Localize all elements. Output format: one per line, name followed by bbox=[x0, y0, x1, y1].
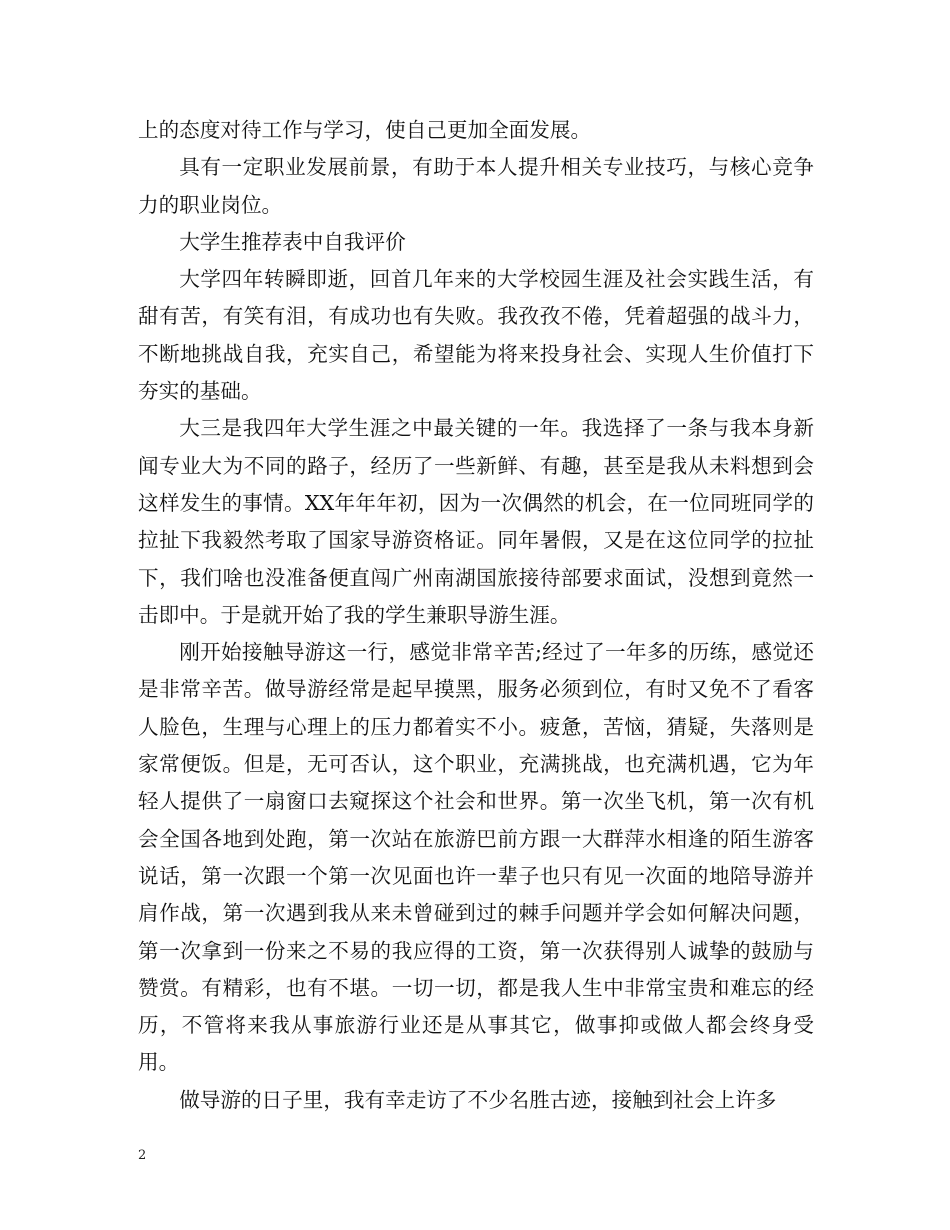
document-body bbox=[138, 112, 814, 1119]
page-number: 2 bbox=[138, 1148, 147, 1163]
section-heading: 大学生推荐表中自我评价 bbox=[179, 229, 406, 254]
paragraph-4: 大三是我四年大学生涯之中最关键的一年。我选择了一条与我本身新闻专业大为不同的路子，经历了一些新鲜、有趣，甚至是我从未料想到会这样发生的事情。XX年年年初，因为一次偶然的机会，在一位同班同学的拉扯下我毅然考取了国家导游资格证。同年暑假，又是在这位同学的拉扯下，我们啥也没准备便直闯广州南湖国旅接待部要求面试，没想到竟然一击即中。于是就开始了我的学生兼职导游生涯。 bbox=[138, 416, 814, 627]
paragraph-5: 刚开始接触导游这一行，感觉非常辛苦;经过了一年多的历练，感觉还是非常辛苦。做导游经常是起早摸黑，服务必须到位，有时又免不了看客人脸色，生理与心理上的压力都着实不小。疲惫，苦恼，猜疑，失落则是家常便饭。但是，无可否认，这个职业，充满挑战，也充满机遇，它为年轻人提供了一扇窗口去窥探这个社会和世界。第一次坐飞机，第一次有机会全国各地到处跑，第一次站在旅游巴前方跟一大群萍水相逢的陌生游客说话，第一次跟一个第一次见面也许一辈子也只有见一次面的地陪导游并肩作战，第一次遇到我从来未曾碰到过的棘手问题并学会如何解决问题，第一次拿到一份来之不易的我应得的工资，第一次获得别人诚挚的鼓励与赞赏。有精彩，也有不堪。一切一切，都是我人生中非常宝贵和难忘的经历，不管将来我从事旅游行业还是从事其它，做事抑或做人都会终身受用。 bbox=[138, 640, 814, 1075]
paragraph-3: 大学四年转瞬即逝，回首几年来的大学校园生涯及社会实践生活，有甜有苦，有笑有泪，有成功也有失败。我孜孜不倦，凭着超强的战斗力，不断地挑战自我，充实自己，希望能为将来投身社会、实现人生价值打下夯实的基础。 bbox=[138, 267, 814, 404]
paragraph-2: 具有一定职业发展前景，有助于本人提升相关专业技巧，与核心竞争力的职业岗位。 bbox=[138, 155, 814, 217]
paragraph-1: 上的态度对待工作与学习，使自己更加全面发展。 bbox=[138, 118, 592, 142]
paragraph-6: 做导游的日子里，我有幸走访了不少名胜古迹，接触到社会上许多 bbox=[179, 1087, 777, 1112]
